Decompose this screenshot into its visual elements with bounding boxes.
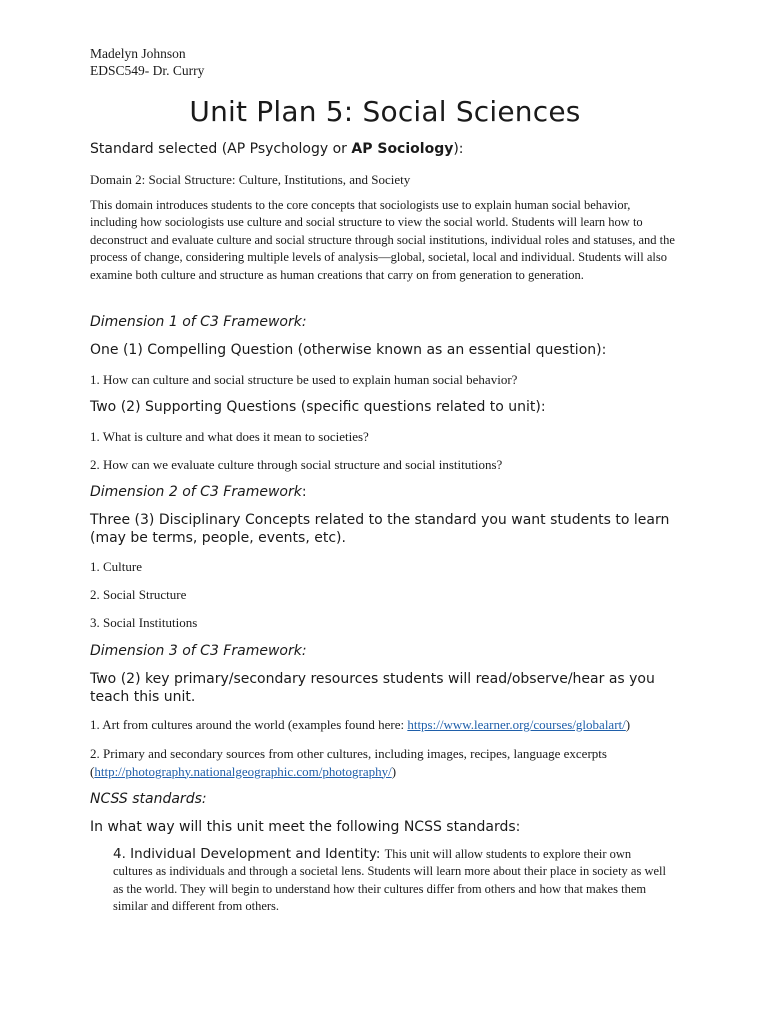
domain-description: This domain introduces students to the core concepts that sociologists use to explain human social behavior, including how sociologists use culture and social structure to view the social world. Students will learn how to deconstruct and evaluate culture and social structure through social institutions, individual roles and statuses, and the process of change, considering multiple levels of analysis—global, societal, local and individual. Students will also examine both culture and structure as human creations that carry on from generation to generation. bbox=[90, 198, 675, 282]
author-name: Madelyn Johnson bbox=[90, 46, 186, 61]
standard-bold: AP Sociology bbox=[351, 141, 454, 157]
standard-prefix: Standard selected (AP Psychology or bbox=[90, 141, 352, 157]
concept-item: 3. Social Institutions bbox=[90, 615, 198, 630]
resource-2-text: 2. Primary and secondary sources from other cultures, including images, recipes, language excerpts ( bbox=[90, 746, 607, 779]
ncss-item-text: This unit will allow students to explore their own cultures as individuals and through a societal lens. Students will learn more about their place in society as well as the world. They will begin to understand how their cultures differ from others and how that makes them similar and different from others. bbox=[113, 847, 666, 914]
page-title: Unit Plan 5: Social Sciences bbox=[189, 95, 581, 128]
compelling-question-label: One (1) Compelling Question (otherwise known as an essential question): bbox=[90, 342, 607, 358]
ncss-heading: NCSS standards: bbox=[90, 791, 207, 807]
dimension2-heading bbox=[90, 483, 680, 501]
domain-line: Domain 2: Social Structure: Culture, Institutions, and Society bbox=[90, 172, 411, 187]
resource-1-link[interactable]: https://www.learner.org/courses/globalart/ bbox=[407, 717, 626, 732]
course-name: EDSC549- Dr. Curry bbox=[90, 63, 205, 78]
resource-1 bbox=[90, 716, 680, 734]
compelling-question: 1. How can culture and social structure be used to explain human social behavior? bbox=[90, 372, 518, 387]
dimension2-heading-colon: : bbox=[301, 484, 307, 500]
standard-suffix: ): bbox=[453, 141, 464, 157]
concept-item: 1. Culture bbox=[90, 559, 142, 574]
standard-selected-line bbox=[90, 140, 680, 158]
disciplinary-concepts-label: Three (3) Disciplinary Concepts related to the standard you want students to learn (may be terms, people, events, etc). bbox=[90, 512, 670, 546]
concept-item: 2. Social Structure bbox=[90, 587, 187, 602]
resource-2-link[interactable]: http://photography.nationalgeographic.com/photography/ bbox=[94, 763, 392, 779]
ncss-item bbox=[113, 846, 673, 916]
dimension3-heading: Dimension 3 of C3 Framework: bbox=[90, 643, 307, 659]
supporting-questions-label: Two (2) Supporting Questions (specific questions related to unit): bbox=[90, 399, 546, 415]
resource-2-end: ) bbox=[391, 763, 397, 779]
resource-2 bbox=[90, 745, 680, 780]
ncss-question: In what way will this unit meet the following NCSS standards: bbox=[90, 819, 521, 835]
resources-label: Two (2) key primary/secondary resources students will read/observe/hear as you teach this unit. bbox=[90, 671, 655, 705]
dimension1-heading: Dimension 1 of C3 Framework: bbox=[90, 314, 307, 330]
resource-1-text: 1. Art from cultures around the world (examples found here: bbox=[90, 717, 408, 732]
ncss-item-label: 4. Individual Development and Identity: bbox=[113, 846, 385, 862]
supporting-question-2: 2. How can we evaluate culture through social structure and social institutions? bbox=[90, 457, 503, 472]
dimension2-heading-text: Dimension 2 of C3 Framework bbox=[90, 484, 302, 500]
resource-1-end: ) bbox=[625, 717, 631, 732]
supporting-question-1: 1. What is culture and what does it mean to societies? bbox=[90, 429, 369, 444]
